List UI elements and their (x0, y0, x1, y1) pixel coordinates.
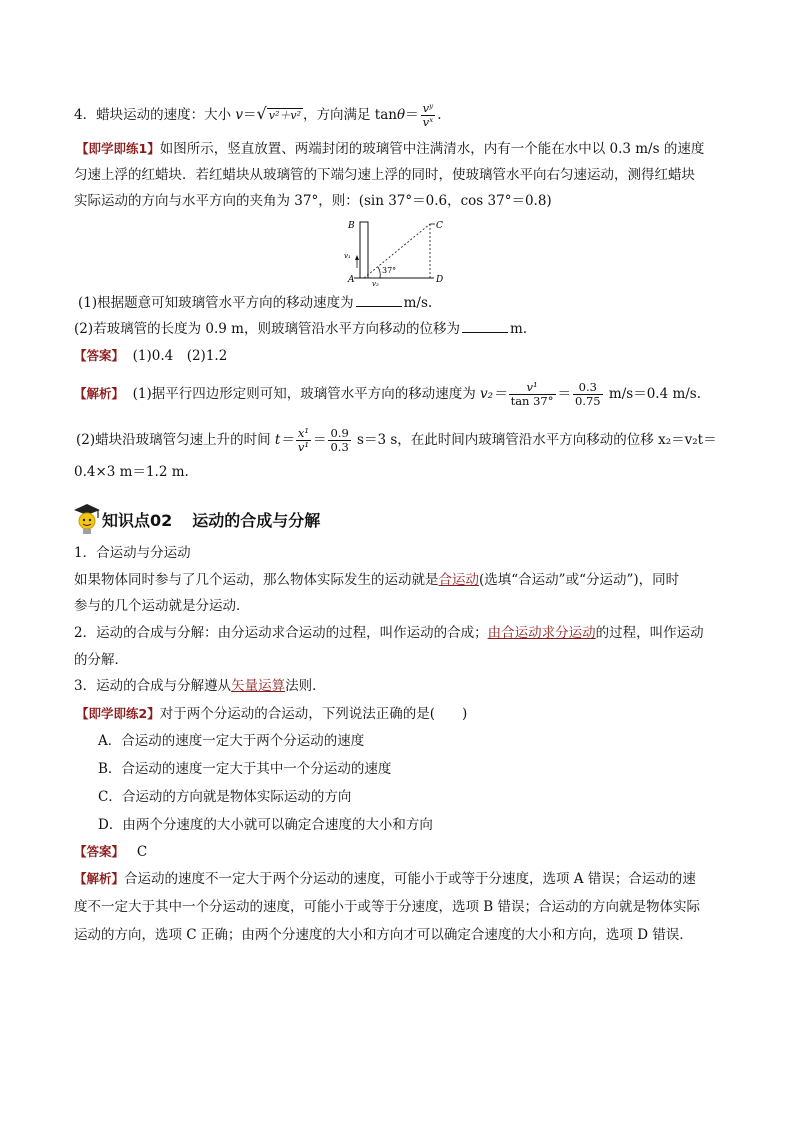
answer-tag: 【答案】 (74, 844, 125, 859)
text: . (437, 107, 442, 123)
text: 0.4×3 m＝1.2 m. (74, 464, 189, 480)
answer1-line (74, 346, 227, 366)
angle-arc (378, 267, 380, 278)
text: 1．合运动与分运动 (74, 545, 191, 561)
label-a: A (348, 275, 355, 285)
text: 如图所示，竖直放置、两端封闭的玻璃管中注满清水，内有一个能在水中以 0.3 m/s 的速度 (159, 141, 705, 157)
analysis1-line3 (74, 462, 189, 482)
option-text: C．合运动的方向就是物体实际运动的方向 (98, 789, 352, 805)
answer2-line (74, 842, 147, 862)
text: 法则． (285, 678, 326, 694)
fraction-numerator: v¹ (509, 381, 556, 395)
answer-blank[interactable] (462, 320, 508, 333)
option-c[interactable] (98, 787, 351, 807)
answer-text: C (136, 844, 148, 860)
answer-blank[interactable] (356, 294, 402, 307)
text: 对于两个分运动的合运动，下列说法正确的是( ) (159, 706, 468, 722)
text: 匀速上浮的红蜡块．若红蜡块从玻璃管的下端匀速上浮的同时，使玻璃管水平向右匀速运动，测得红蜡块 (74, 167, 695, 183)
exercise-tag: 【即学即练1】 (76, 141, 160, 156)
exercise1-line2 (74, 165, 695, 185)
text: 度不一定大于其中一个分运动的速度，可能小于或等于分速度，选项 B 错误；合运动的方向就是物体实际 (74, 899, 701, 915)
text: 3．运动的合成与分解遵从 (74, 678, 232, 694)
analysis2-line2 (74, 897, 700, 917)
option-text: A．合运动的速度一定大于两个分运动的速度 (98, 733, 365, 749)
text: (2)若玻璃管的长度为 0.9 m，则玻璃管沿水平方向移动的位移为 (74, 321, 460, 337)
section2-line1 (74, 623, 704, 643)
text: m/s＝0.4 m/s. (604, 386, 702, 402)
text: t＝ (274, 432, 294, 448)
label-d: D (436, 275, 444, 285)
text: (选填“合运动”或“分运动”)，同时 (479, 572, 680, 588)
label-c: C (436, 221, 443, 231)
analysis1-line1 (74, 381, 701, 408)
glass-tube-diagram (340, 218, 460, 286)
fraction-numerator: x¹ (297, 426, 309, 440)
text: m. (509, 321, 528, 337)
question1 (78, 293, 432, 313)
section1-line1 (74, 570, 679, 590)
text: (1)据平行四边形定则可知，玻璃管水平方向的移动速度为 (132, 386, 481, 402)
exercise1-line1 (76, 139, 704, 159)
underlined-answer: 由合运动求分运动 (487, 625, 596, 641)
text: v₂＝ (480, 386, 507, 402)
glass-tube (360, 222, 368, 278)
label-angle: 37° (382, 266, 397, 275)
text: 合运动的速度不一定大于两个分运动的速度，可能小于或等于分速度，选项 A 错误；合运动的速 (124, 871, 696, 887)
text: 运动的方向，选项 C 正确；由两个分速度的大小和方向才可以确定合速度的大小和方向，选项 D 错误． (74, 927, 693, 943)
fraction-denominator: vˣ (422, 115, 434, 129)
text: s＝3 s，在此时间内玻璃管沿水平方向移动的位移 x₂＝v₂t＝ (352, 432, 717, 448)
label-b: B (348, 221, 355, 231)
tan-fraction (421, 102, 436, 129)
path-line (364, 224, 430, 278)
answer-tag: 【答案】 (74, 348, 125, 363)
text: 的过程，叫作运动 (595, 625, 704, 641)
text: ＝ (312, 432, 327, 448)
fraction-denominator: 0.75 (575, 394, 601, 408)
text: 参与的几个运动就是分运动． (74, 598, 250, 614)
text: (2)蜡块沿玻璃管匀速上升的时间 (76, 432, 275, 448)
fraction-denominator: v¹ (297, 440, 309, 454)
option-a[interactable] (98, 731, 364, 751)
analysis2-line3 (74, 925, 693, 945)
exercise2-question (76, 704, 467, 724)
fraction-numerator: vʸ (422, 101, 434, 115)
text: 如果物体同时参与了几个运动，那么物体实际发生的运动就是 (74, 572, 439, 588)
fraction-numerator: 0.3 (573, 381, 603, 395)
section2-line2 (74, 650, 128, 670)
label-v2: v₂ (372, 280, 379, 286)
label-v1: v₁ (344, 252, 351, 260)
fraction (573, 381, 603, 408)
underlined-answer: 矢量运算 (231, 678, 286, 694)
text: ，方向满足 tan (302, 107, 397, 123)
text: (1)根据题意可知玻璃管水平方向的移动速度为 (78, 295, 354, 311)
option-d[interactable] (98, 815, 433, 835)
text: 的分解． (74, 652, 128, 668)
text: m/s. (403, 295, 433, 311)
fraction (509, 381, 556, 408)
exercise1-line3 (74, 191, 552, 211)
text: θ (396, 107, 406, 123)
answer-text: (1)0.4 (2)1.2 (132, 348, 228, 364)
velocity-formula-line (74, 102, 441, 129)
knowledge-point-heading (102, 508, 320, 531)
fraction-denominator: 0.3 (330, 440, 349, 454)
analysis-tag: 【解析】 (74, 871, 125, 886)
analysis-tag: 【解析】 (74, 386, 125, 401)
text: ＝ (557, 386, 572, 402)
text: 4．蜡块运动的速度：大小 (74, 107, 236, 123)
text: 实际运动的方向与水平方向的夹角为 37°，则：(sin 37°＝0.6，cos 37°＝0.8) (74, 193, 552, 209)
fraction-denominator: tan 37° (510, 394, 554, 408)
option-text: D．由两个分速度的大小就可以确定合速度的大小和方向 (98, 817, 433, 833)
underlined-answer: 合运动 (438, 572, 479, 588)
knowledge-point-title: 运动的合成与分解 (192, 511, 321, 530)
scholar-bulb-icon (70, 502, 104, 536)
section1-line2 (74, 596, 250, 616)
question2 (74, 319, 527, 339)
text: ＝ (405, 107, 419, 123)
exercise-tag: 【即学即练2】 (76, 706, 160, 721)
fraction (296, 427, 311, 454)
option-b[interactable] (98, 759, 391, 779)
analysis1-line2 (76, 427, 717, 454)
section1-heading (74, 543, 191, 563)
text: v (235, 107, 244, 123)
fraction-numerator: 0.9 (330, 426, 349, 440)
option-text: B．合运动的速度一定大于其中一个分运动的速度 (98, 761, 392, 777)
section3-line (74, 676, 326, 696)
text: 2．运动的合成与分解：由分运动求合运动的过程，叫作运动的合成； (74, 625, 488, 641)
sqrt-symbol: √ (256, 104, 267, 123)
text: ＝ (243, 107, 257, 123)
analysis2-line1 (74, 869, 696, 889)
knowledge-point-label: 知识点02 (102, 511, 173, 530)
v1-arrowhead (355, 255, 359, 260)
sqrt-content: v²＋v² (268, 109, 301, 122)
fraction (328, 427, 350, 454)
